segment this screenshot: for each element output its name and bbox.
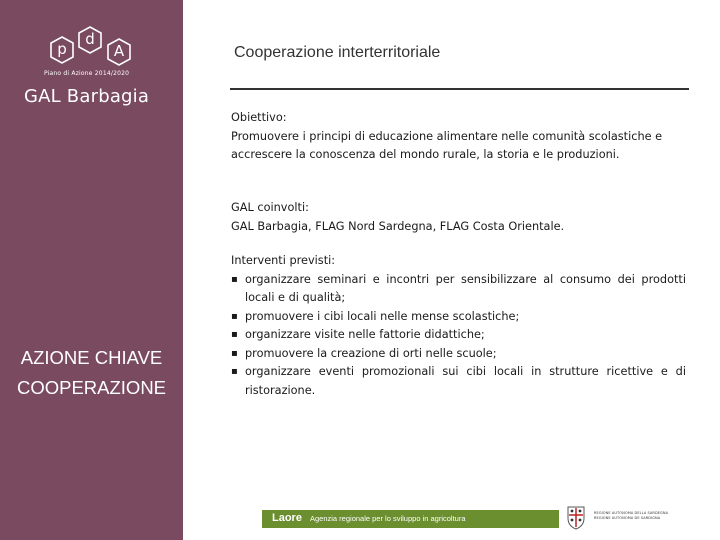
objective-text: Promuovere i principi di educazione alimentare nelle comunità scolastiche e accrescere la conoscenza del mondo rurale, la storia e le produzioni. — [231, 129, 663, 161]
list-item: ▪ organizzare seminari e incontri per sensibilizzare al consumo dei prodotti locali e di qualità; — [231, 271, 686, 308]
emblem-caption: REGIONE AUTONOMA DELLA SARDEGNA REGIONE AUTONOMA DE SARDIGNA — [594, 511, 669, 520]
logo-letter-d: d — [85, 30, 95, 48]
objective-section — [231, 109, 691, 165]
list-item: ▪ promuovere i cibi locali nelle mense scolastiche; — [231, 308, 686, 327]
gals-section — [231, 199, 691, 236]
logo-letter-p: p — [57, 40, 67, 58]
interventions-list — [231, 271, 686, 401]
gals-heading: GAL coinvolti: — [231, 201, 309, 214]
laore-brand: Laore — [272, 512, 302, 524]
logo — [0, 0, 183, 120]
laore-footer-banner — [262, 510, 559, 528]
list-item: ▪ promuovere la creazione di orti nelle scuole; — [231, 345, 686, 364]
list-item: ▪ organizzare visite nelle fattorie didattiche; — [231, 326, 686, 345]
gals-text: GAL Barbagia, FLAG Nord Sardegna, FLAG Costa Orientale. — [231, 219, 565, 233]
key-action-label — [0, 343, 183, 403]
interventions-section — [231, 252, 686, 400]
page-title: Cooperazione interterritoriale — [234, 44, 441, 61]
key-action-line2: COOPERAZIONE — [16, 377, 167, 398]
key-action-line1: AZIONE CHIAVE — [20, 347, 163, 368]
list-item: ▪ organizzare eventi promozionali sui cibi locali in strutture ricettive e di ristorazione. — [231, 363, 686, 400]
laore-tagline: Agenzia regionale per lo sviluppo in agricoltura — [310, 514, 466, 523]
sidebar — [0, 0, 183, 540]
logo-subtitle: Piano di Azione 2014/2020 — [44, 70, 130, 77]
logo-name: GAL Barbagia — [24, 86, 150, 107]
objective-heading: Obiettivo: — [231, 111, 287, 124]
title-divider — [230, 88, 689, 90]
interventions-heading: Interventi previsti: — [231, 254, 336, 267]
sardinia-emblem-icon — [565, 504, 587, 530]
logo-letter-a: A — [113, 42, 125, 60]
